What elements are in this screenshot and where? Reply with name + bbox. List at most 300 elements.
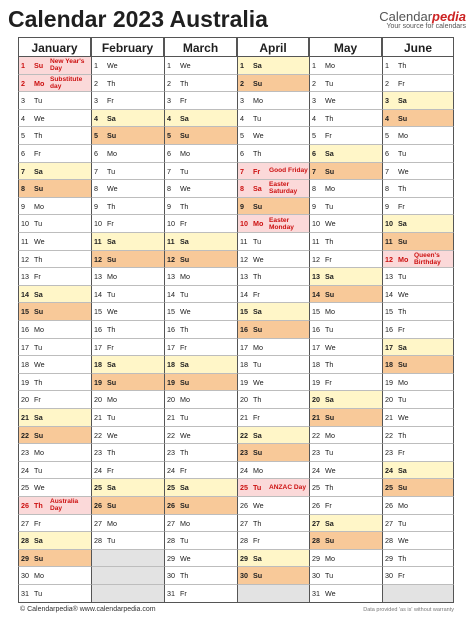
day-number: 4 <box>240 113 244 123</box>
day-number: 5 <box>385 131 389 141</box>
day-number: 13 <box>385 272 393 282</box>
day-number: 3 <box>21 96 25 106</box>
weekday-label: Su <box>107 131 117 141</box>
day-number: 13 <box>94 272 102 282</box>
day-number: 11 <box>94 237 102 246</box>
day-number: 11 <box>312 237 320 246</box>
day-cell <box>18 585 91 603</box>
holiday-label: Australia Day <box>50 498 79 513</box>
empty-cell <box>91 567 164 585</box>
day-cell <box>164 409 237 427</box>
weekday-label: Mo <box>180 518 190 528</box>
weekday-label: Su <box>180 501 190 510</box>
day-number: 30 <box>240 571 248 581</box>
day-cell <box>164 268 237 286</box>
weekday-label: Tu <box>107 413 116 422</box>
month-header: May <box>309 37 382 57</box>
day-number: 25 <box>240 483 248 493</box>
day-cell <box>237 462 309 480</box>
weekday-label: Fr <box>398 325 405 334</box>
day-cell <box>309 585 382 603</box>
weekday-label: Tu <box>107 166 116 176</box>
day-cell <box>91 479 164 497</box>
weekday-label: Su <box>325 413 335 422</box>
weekday-label: Sa <box>253 307 262 317</box>
day-cell <box>91 321 164 339</box>
weekday-label: Sa <box>107 483 116 493</box>
weekday-label: Th <box>34 377 43 387</box>
day-cell <box>309 268 382 286</box>
day-cell <box>237 321 309 339</box>
weekday-label: Tu <box>325 448 334 458</box>
day-number: 23 <box>240 448 248 458</box>
day-cell <box>382 550 454 568</box>
day-number: 28 <box>312 536 320 546</box>
weekday-label: Sa <box>34 289 43 299</box>
day-cell <box>91 374 164 392</box>
day-cell <box>91 409 164 427</box>
weekday-label: Th <box>253 149 262 158</box>
day-cell <box>309 339 382 357</box>
day-cell <box>309 110 382 128</box>
day-cell <box>237 515 309 533</box>
weekday-label: We <box>325 96 336 106</box>
day-cell <box>18 75 91 93</box>
weekday-label: Fr <box>398 571 405 581</box>
day-cell <box>18 356 91 374</box>
weekday-label: We <box>180 430 191 440</box>
day-cell <box>382 339 454 357</box>
day-number: 30 <box>167 571 175 581</box>
day-number: 4 <box>94 113 98 123</box>
weekday-label: We <box>253 501 264 510</box>
weekday-label: Mo <box>253 342 263 352</box>
day-cell <box>164 374 237 392</box>
weekday-label: Su <box>253 201 263 211</box>
weekday-label: Su <box>180 254 190 264</box>
day-cell <box>237 145 309 163</box>
weekday-label: Mo <box>107 395 117 405</box>
weekday-label: Th <box>107 78 116 88</box>
day-number: 30 <box>21 571 29 581</box>
weekday-label: Tu <box>180 413 189 422</box>
day-cell <box>309 374 382 392</box>
day-cell <box>18 409 91 427</box>
day-cell <box>382 198 454 216</box>
day-cell <box>237 303 309 321</box>
weekday-label: Su <box>34 61 44 70</box>
day-cell <box>164 479 237 497</box>
day-cell <box>18 567 91 585</box>
day-number: 28 <box>240 536 248 546</box>
day-number: 2 <box>240 78 244 88</box>
weekday-label: We <box>253 377 264 387</box>
day-number: 2 <box>94 78 98 88</box>
day-number: 14 <box>312 289 320 299</box>
day-cell <box>18 515 91 533</box>
brand-accent: pedia <box>432 9 466 24</box>
day-number: 11 <box>385 237 393 246</box>
weekday-label: Sa <box>180 360 189 370</box>
day-number: 17 <box>167 342 175 352</box>
weekday-label: Fr <box>253 413 260 422</box>
day-cell <box>18 497 91 515</box>
day-cell <box>91 233 164 251</box>
weekday-label: Th <box>34 254 43 264</box>
day-cell <box>237 92 309 110</box>
day-number: 24 <box>94 465 102 475</box>
day-cell <box>382 515 454 533</box>
day-number: 20 <box>240 395 248 405</box>
day-cell <box>164 145 237 163</box>
day-cell <box>237 163 309 181</box>
day-cell <box>164 321 237 339</box>
day-number: 8 <box>312 184 316 194</box>
weekday-label: Th <box>253 395 262 405</box>
day-number: 12 <box>240 254 248 264</box>
month-header: April <box>237 37 309 57</box>
day-cell <box>309 444 382 462</box>
weekday-label: Su <box>34 184 44 194</box>
day-number: 14 <box>21 289 29 299</box>
day-cell <box>309 127 382 145</box>
day-cell <box>91 462 164 480</box>
weekday-label: Mo <box>398 131 408 141</box>
day-number: 16 <box>312 325 320 334</box>
day-cell <box>91 145 164 163</box>
day-cell <box>237 391 309 409</box>
day-cell <box>309 462 382 480</box>
day-number: 9 <box>167 201 171 211</box>
weekday-label: Fr <box>34 518 41 528</box>
day-number: 19 <box>167 377 175 387</box>
weekday-label: Th <box>325 113 334 123</box>
weekday-label: Fr <box>107 219 114 229</box>
day-cell <box>237 57 309 75</box>
weekday-label: Su <box>180 131 190 141</box>
day-number: 20 <box>312 395 320 405</box>
holiday-label: Queen's Birthday <box>414 251 441 266</box>
day-number: 27 <box>385 518 393 528</box>
weekday-label: Th <box>180 78 189 88</box>
weekday-label: Mo <box>34 571 44 581</box>
day-cell <box>91 57 164 75</box>
weekday-label: Mo <box>325 307 335 317</box>
footer-copyright[interactable]: © Calendarpedia® www.calendarpedia.com <box>20 606 156 613</box>
weekday-label: Tu <box>253 360 262 370</box>
day-cell <box>18 92 91 110</box>
day-cell <box>164 550 237 568</box>
day-number: 18 <box>240 360 248 370</box>
day-cell <box>164 391 237 409</box>
day-number: 19 <box>21 377 29 387</box>
day-number: 27 <box>240 518 248 528</box>
day-cell <box>382 532 454 550</box>
day-cell <box>382 215 454 233</box>
day-number: 17 <box>385 342 393 352</box>
brand-logo[interactable] <box>379 9 466 24</box>
day-cell <box>18 268 91 286</box>
weekday-label: We <box>398 166 409 176</box>
weekday-label: Mo <box>107 518 117 528</box>
day-cell <box>309 567 382 585</box>
day-number: 3 <box>167 96 171 106</box>
day-cell <box>164 233 237 251</box>
day-number: 29 <box>312 553 320 563</box>
day-number: 22 <box>312 430 320 440</box>
day-number: 31 <box>21 589 29 598</box>
weekday-label: We <box>325 219 336 229</box>
weekday-label: Tu <box>398 149 407 158</box>
weekday-label: Sa <box>325 395 334 405</box>
weekday-label: Tu <box>34 219 43 229</box>
day-cell <box>382 321 454 339</box>
day-number: 2 <box>312 78 316 88</box>
weekday-label: Tu <box>253 483 262 493</box>
day-number: 27 <box>167 518 175 528</box>
weekday-label: Th <box>253 518 262 528</box>
day-cell <box>18 391 91 409</box>
day-cell <box>382 251 454 269</box>
day-cell <box>18 145 91 163</box>
weekday-label: We <box>325 465 336 475</box>
day-number: 16 <box>385 325 393 334</box>
day-cell <box>309 479 382 497</box>
weekday-label: Th <box>398 307 407 317</box>
day-cell <box>91 251 164 269</box>
day-cell <box>382 127 454 145</box>
day-number: 2 <box>167 78 171 88</box>
weekday-label: Fr <box>180 589 187 598</box>
weekday-label: Fr <box>325 501 332 510</box>
weekday-label: We <box>253 131 264 141</box>
weekday-label: We <box>180 553 191 563</box>
day-cell <box>164 444 237 462</box>
weekday-label: Mo <box>253 219 264 229</box>
day-number: 9 <box>21 201 25 211</box>
day-number: 31 <box>312 589 320 598</box>
holiday-label: ANZAC Day <box>269 484 307 492</box>
weekday-label: Tu <box>398 395 407 405</box>
weekday-label: Su <box>325 536 335 546</box>
weekday-label: Mo <box>107 272 117 282</box>
day-cell <box>91 198 164 216</box>
weekday-label: Su <box>253 78 263 88</box>
weekday-label: Fr <box>107 96 114 106</box>
day-cell <box>309 286 382 304</box>
day-cell <box>382 356 454 374</box>
weekday-label: Mo <box>34 448 44 458</box>
day-cell <box>382 444 454 462</box>
weekday-label: Fr <box>34 272 41 282</box>
day-cell <box>237 427 309 445</box>
day-number: 27 <box>312 518 320 528</box>
day-cell <box>382 409 454 427</box>
weekday-label: Sa <box>107 237 116 246</box>
day-cell <box>382 303 454 321</box>
day-number: 21 <box>94 413 102 422</box>
weekday-label: Mo <box>398 377 408 387</box>
day-number: 28 <box>385 536 393 546</box>
day-number: 30 <box>312 571 320 581</box>
day-cell <box>164 215 237 233</box>
weekday-label: Su <box>325 289 335 299</box>
day-cell <box>18 180 91 198</box>
day-number: 10 <box>167 219 175 229</box>
day-cell <box>309 532 382 550</box>
day-cell <box>91 356 164 374</box>
day-number: 5 <box>312 131 316 141</box>
weekday-label: Tu <box>107 536 116 546</box>
weekday-label: Su <box>398 113 408 123</box>
day-cell <box>309 180 382 198</box>
weekday-label: Sa <box>253 184 262 194</box>
day-number: 24 <box>167 465 175 475</box>
weekday-label: Su <box>107 501 117 510</box>
day-cell <box>164 286 237 304</box>
weekday-label: Su <box>34 553 44 563</box>
day-cell <box>18 198 91 216</box>
day-cell <box>237 532 309 550</box>
day-cell <box>18 286 91 304</box>
weekday-label: Tu <box>325 201 334 211</box>
day-cell <box>18 462 91 480</box>
weekday-label: Sa <box>398 342 407 352</box>
weekday-label: Fr <box>325 131 332 141</box>
day-number: 10 <box>385 219 393 229</box>
weekday-label: Fr <box>253 289 260 299</box>
weekday-label: Su <box>34 430 44 440</box>
day-cell <box>164 567 237 585</box>
brand-tagline: Your source for calendars <box>386 23 466 30</box>
weekday-label: Su <box>34 307 44 317</box>
day-number: 1 <box>21 61 25 70</box>
day-cell <box>309 515 382 533</box>
day-number: 19 <box>94 377 102 387</box>
weekday-label: Tu <box>180 289 189 299</box>
weekday-label: We <box>180 184 191 194</box>
month-header: June <box>382 37 454 57</box>
day-cell <box>309 198 382 216</box>
day-number: 7 <box>312 166 316 176</box>
day-number: 1 <box>167 61 171 70</box>
day-cell <box>164 339 237 357</box>
weekday-label: Tu <box>34 589 43 598</box>
footer-disclaimer: Data provided 'as is' without warranty <box>363 607 454 613</box>
day-number: 15 <box>21 307 29 317</box>
weekday-label: Fr <box>253 536 260 546</box>
day-number: 17 <box>240 342 248 352</box>
day-number: 15 <box>385 307 393 317</box>
weekday-label: Th <box>107 448 116 458</box>
weekday-label: Mo <box>34 78 45 88</box>
weekday-label: Tu <box>325 571 334 581</box>
weekday-label: Mo <box>325 430 335 440</box>
day-number: 5 <box>240 131 244 141</box>
day-cell <box>18 57 91 75</box>
day-number: 6 <box>21 149 25 158</box>
weekday-label: Sa <box>253 553 262 563</box>
day-number: 5 <box>167 131 171 141</box>
day-number: 15 <box>240 307 248 317</box>
day-number: 7 <box>94 166 98 176</box>
day-cell <box>91 532 164 550</box>
weekday-label: Mo <box>34 325 44 334</box>
day-cell <box>309 391 382 409</box>
holiday-label: Substitute day <box>50 75 83 90</box>
day-number: 20 <box>167 395 175 405</box>
day-number: 23 <box>312 448 320 458</box>
weekday-label: Th <box>34 501 43 510</box>
brand-plain: Calendar <box>379 9 433 24</box>
day-cell <box>237 233 309 251</box>
empty-cell <box>91 585 164 603</box>
day-number: 13 <box>21 272 29 282</box>
day-cell <box>309 92 382 110</box>
day-cell <box>18 532 91 550</box>
weekday-label: Sa <box>34 166 43 176</box>
weekday-label: Sa <box>107 360 116 370</box>
holiday-label: New Year's Day <box>50 58 85 73</box>
day-number: 8 <box>167 184 171 194</box>
day-cell <box>164 57 237 75</box>
weekday-label: Fr <box>325 377 332 387</box>
day-number: 22 <box>167 430 175 440</box>
day-cell <box>382 497 454 515</box>
weekday-label: Sa <box>253 430 262 440</box>
day-cell <box>237 444 309 462</box>
day-number: 26 <box>312 501 320 510</box>
day-number: 22 <box>94 430 102 440</box>
day-cell <box>309 409 382 427</box>
day-number: 2 <box>385 78 389 88</box>
day-number: 25 <box>385 483 393 493</box>
day-number: 21 <box>240 413 248 422</box>
day-number: 21 <box>312 413 320 422</box>
day-number: 28 <box>21 536 29 546</box>
empty-cell <box>91 550 164 568</box>
weekday-label: Su <box>398 237 408 246</box>
day-cell <box>164 515 237 533</box>
weekday-label: We <box>34 237 45 246</box>
day-cell <box>18 444 91 462</box>
weekday-label: Su <box>325 166 335 176</box>
day-number: 17 <box>94 342 102 352</box>
day-number: 26 <box>240 501 248 510</box>
day-number: 25 <box>312 483 320 493</box>
day-cell <box>382 286 454 304</box>
day-cell <box>309 163 382 181</box>
weekday-label: Tu <box>180 166 189 176</box>
day-cell <box>237 497 309 515</box>
weekday-label: Mo <box>180 149 190 158</box>
weekday-label: Th <box>180 201 189 211</box>
day-cell <box>18 110 91 128</box>
day-number: 23 <box>21 448 29 458</box>
day-number: 31 <box>167 589 175 598</box>
day-cell <box>91 163 164 181</box>
day-number: 9 <box>240 201 244 211</box>
day-number: 10 <box>21 219 29 229</box>
day-cell <box>91 75 164 93</box>
weekday-label: Tu <box>107 289 116 299</box>
weekday-label: Tu <box>180 536 189 546</box>
day-number: 25 <box>94 483 102 493</box>
day-cell <box>91 391 164 409</box>
day-cell <box>91 215 164 233</box>
weekday-label: Th <box>180 325 189 334</box>
weekday-label: Th <box>325 237 334 246</box>
